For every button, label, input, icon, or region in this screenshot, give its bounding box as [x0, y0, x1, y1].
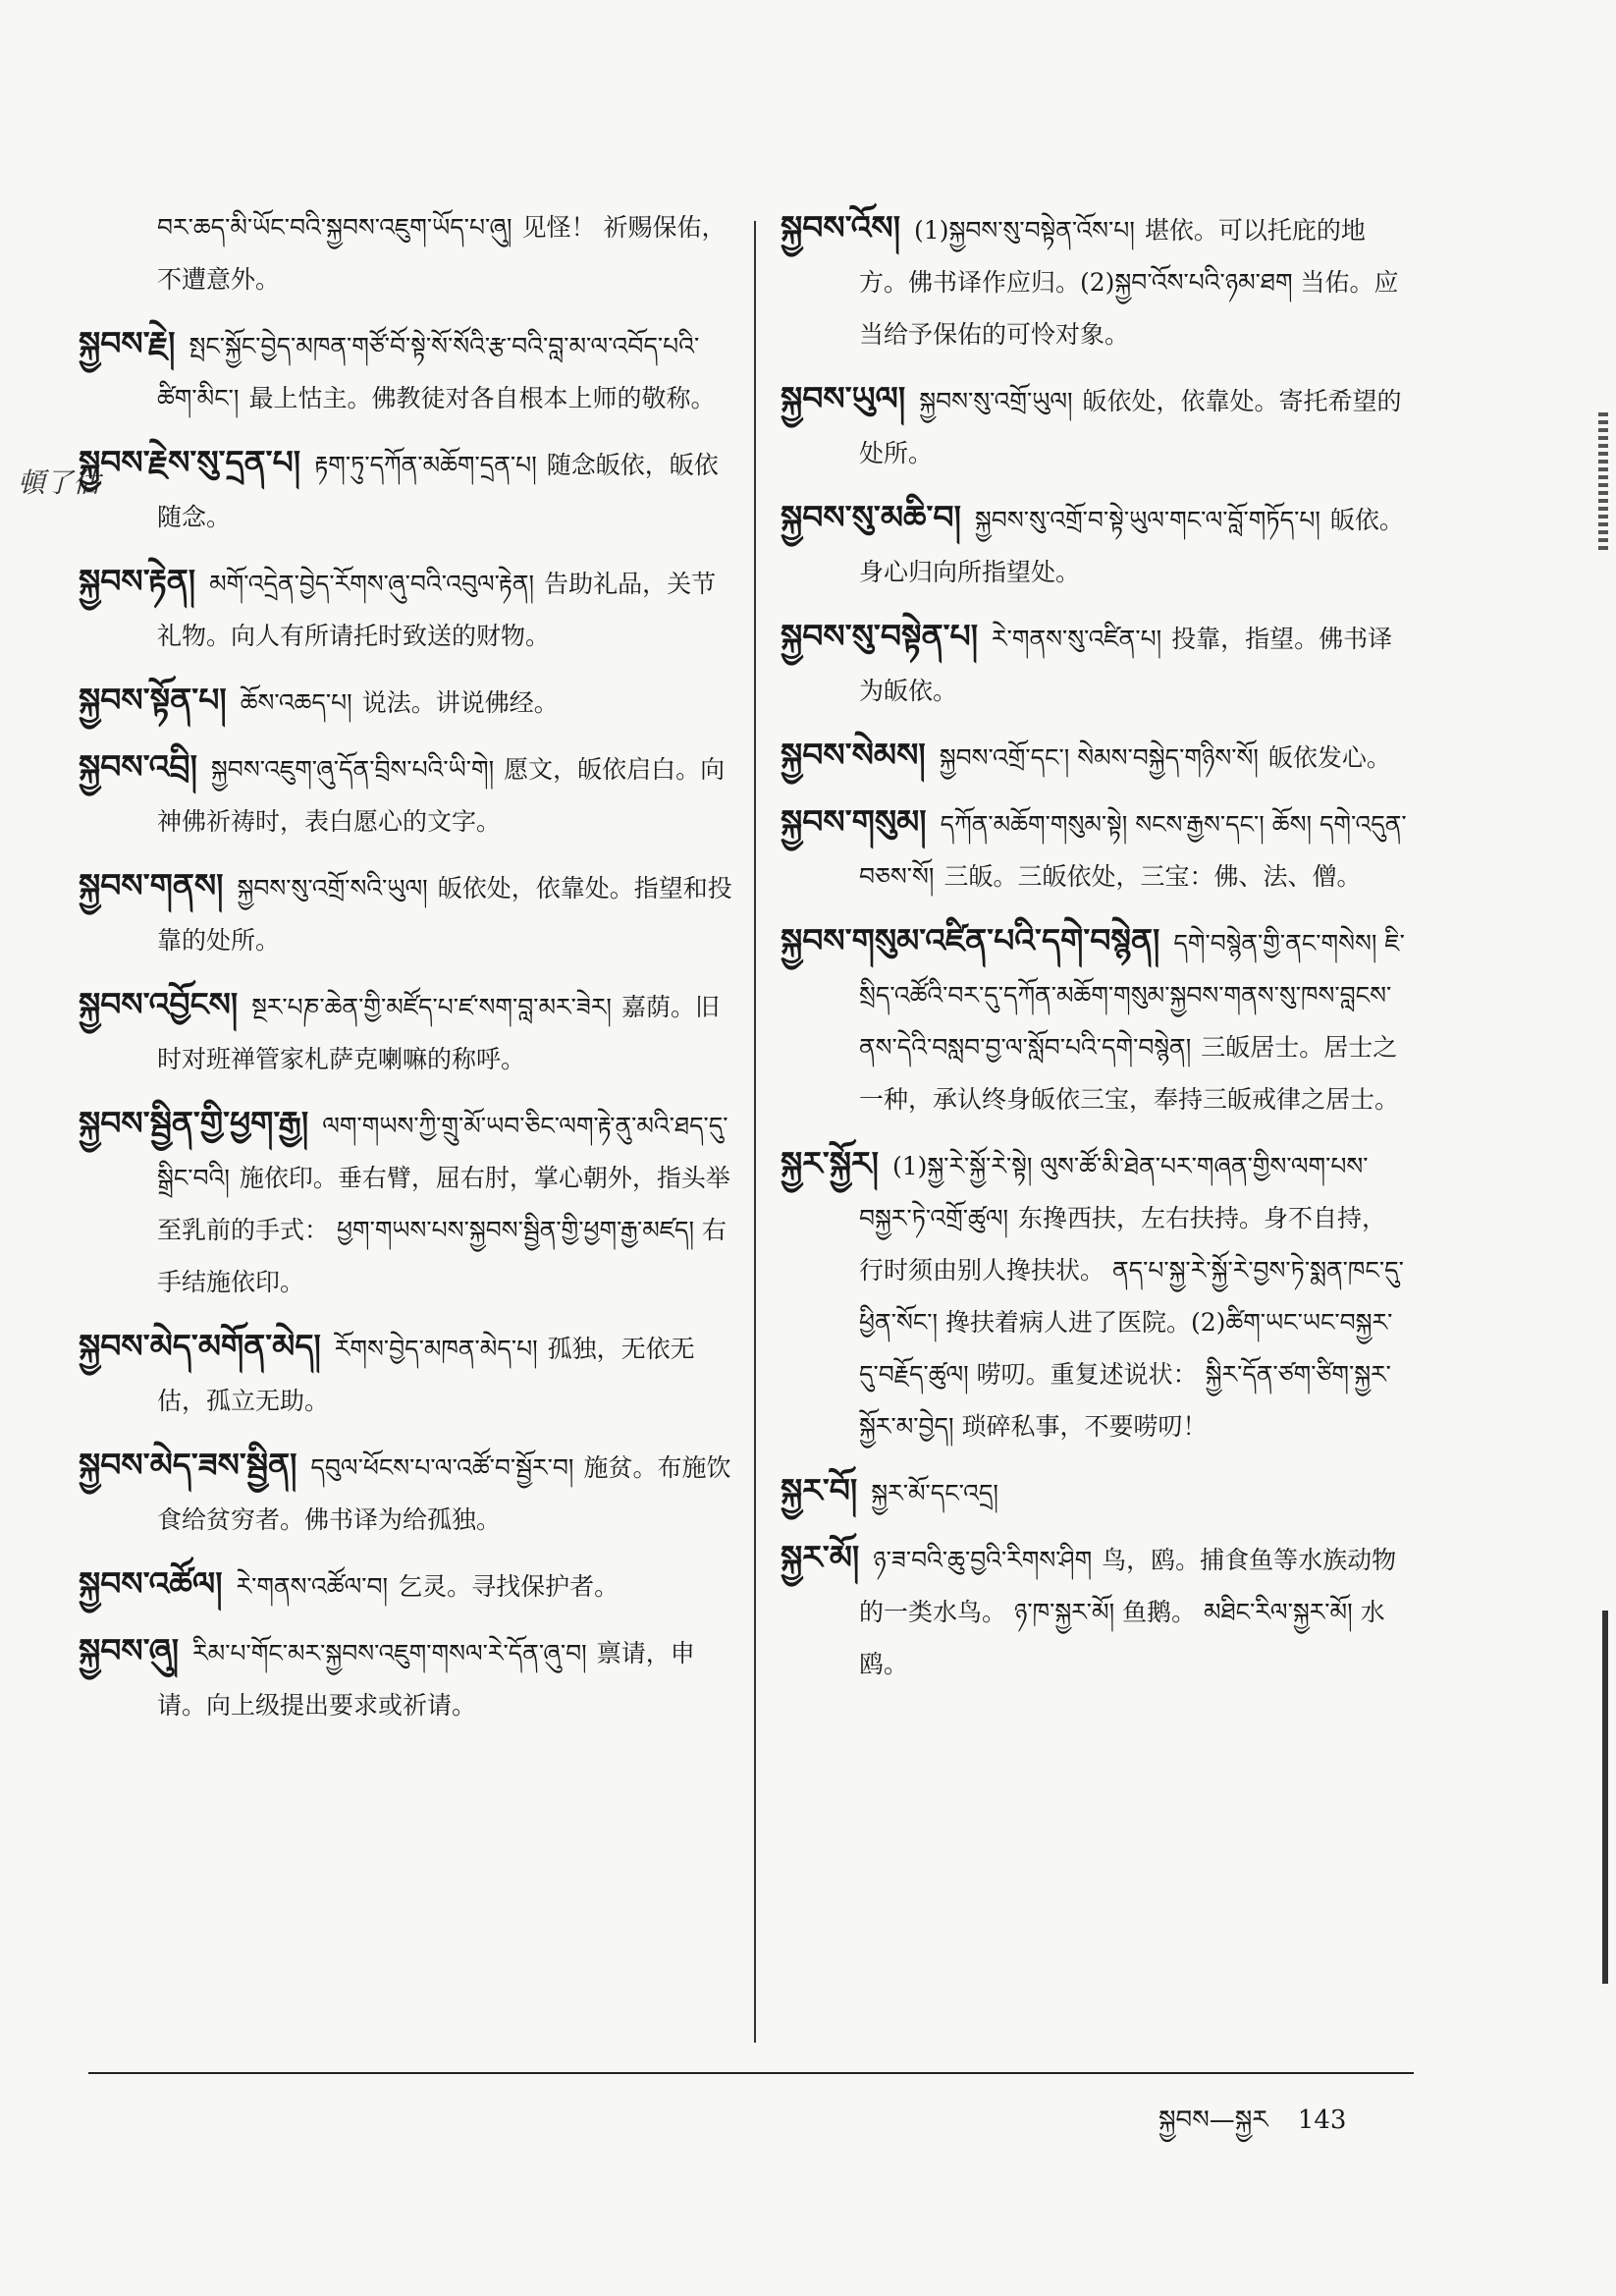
entry-chinese-definition: 鸟，鸥。捕食鱼等水族动物的一类水鸟。 ཉ་ཁ་སྐྱར་མོ། 鱼鹅。 མཐིང་རིལ་སྐྱར་མོ། 水鸥。	[859, 1546, 1397, 1678]
entry-chinese-definition: 东搀西扶，左右扶持。身不自持，行时须由别人搀扶状。 ནད་པ་སྐྱ་རེ་སྐྱོ་རེ་བྱས་ཏེ་སྨན་ཁང་དུ་ཕྱིན་སོང་། 搀扶着病人进了医院。(2)ཚིག་ཡང་ཡང་བསྐྱར་དུ་བརྗོད་ཚུལ། 唠叨。重复述说状： སྐྱིར་དོན་ཙག་ཙིག་སྐྱར་སྐྱོར་མ་བྱེད། 琐碎私事，不要唠叨！	[859, 1204, 1404, 1441]
entry-headword: སྐྱབས་འོས།	[781, 208, 901, 246]
dictionary-entry	[781, 1137, 1409, 1452]
entry-headword: སྐྱབས་མེད་མགོན་མེད།	[79, 1327, 321, 1365]
entry-headword: སྐྱར་སྐྱོར།	[781, 1144, 879, 1182]
dictionary-entry	[79, 978, 736, 1085]
footer	[1158, 2092, 1346, 2163]
entry-tibetan-definition: (1)སྐྱ་རེ་སྐྱོ་རེ་སྟེ། ལུས་ཚོ་མི་ཐེན་པར་གཞན་གྱིས་ལག་པས་བསྐྱར་ཏེ་འགྲོ་ཚུལ།	[859, 1152, 1369, 1232]
dictionary-entry	[781, 201, 1409, 360]
entry-chinese-definition: 三皈居士。居士之一种，承认终身皈依三宝，奉持三皈戒律之居士。	[859, 1033, 1400, 1114]
entry-headword: སྐྱབས་གསུམ་འཛིན་པའི་དགེ་བསྙེན།	[781, 921, 1160, 959]
entry-tibetan-definition: མགོ་འདྲེན་བྱེད་རོགས་ཞུ་བའི་འབུལ་རྟེན།	[209, 570, 535, 598]
dictionary-entry	[79, 859, 736, 966]
entry-tibetan-definition: སྐྱབས་འཇུག་ཞུ་དོན་བྲིས་པའི་ཡི་གེ།	[210, 755, 495, 784]
entry-headword: སྐྱབས་ཡུལ།	[781, 379, 906, 417]
entry-tibetan-definition: སྐྱབས་འགྲོ་དང་། སེམས་བསྐྱེད་གཉིས་སོ།	[939, 743, 1259, 772]
entry-tibetan-definition: སྤང་སྐྱོང་བྱེད་མཁན་གཙོ་བོ་སྟེ་སོ་སོའི་རྩ་བའི་བླ་མ་ལ་འབོད་པའི་ཚིག་མིང་།	[157, 332, 700, 412]
entry-chinese-definition: 施依印。垂右臂，屈右肘，掌心朝外，指头举至乳前的手式： ཕྱག་གཡས་པས་སྐྱབས་སྦྱིན་གྱི་ཕྱག་རྒྱ་མཛད། 右手结施依印。	[157, 1164, 730, 1296]
entry-chinese-definition: 见怪！ 祈赐保佑，不遭意外。	[157, 213, 727, 294]
entry-tibetan-definition: དགེ་བསྙེན་གྱི་ནང་གསེས། ཇི་སྲིད་འཚོའི་བར་དུ་དཀོན་མཆོག་གསུམ་སྐྱབས་གནས་སུ་ཁས་བླངས་ནས་དེའི་བསླབ་བྱ་ལ་སློབ་པའི་དགེ་བསྙེན།	[859, 929, 1405, 1062]
entry-tibetan-definition: སྔར་པཎ་ཆེན་གྱི་མཛོད་པ་ཛ་སག་བླ་མར་ཟེར།	[251, 993, 612, 1021]
entry-tibetan-definition: རིམ་པ་གོང་མར་སྐྱབས་འཇུག་གསལ་རེ་དོན་ཞུ་བ།	[192, 1639, 587, 1667]
entry-chinese-definition: 孤独，无依无估，孤立无助。	[157, 1335, 695, 1415]
dictionary-entry	[781, 795, 1409, 902]
dictionary-entry	[79, 674, 736, 729]
entry-tibetan-definition: ལག་གཡས་ཀྱི་གྲུ་མོ་ཡབ་ཅིང་ལག་རྟེ་ནུ་མའི་ཐད་དུ་སྒྲིང་བའི།	[157, 1112, 728, 1192]
entry-tibetan-definition: བར་ཆད་མི་ཡོང་བའི་སྐྱབས་འཇུག་ཡོད་པ་ཞུ།	[157, 213, 512, 242]
dictionary-entry	[79, 436, 736, 543]
dictionary-entry	[79, 1320, 736, 1427]
scan-edge-bar	[1602, 1611, 1608, 1984]
entry-headword: སྐྱབས་སུ་བསྟེན་པ།	[781, 617, 979, 655]
entry-tibetan-definition: རོགས་བྱེད་མཁན་མེད་པ།	[334, 1335, 538, 1363]
entry-tibetan-definition: སྐྱབས་སུ་འགྲོ་བ་སྟེ་ཡུལ་གང་ལ་བློ་གཏོད་པ།	[974, 506, 1320, 534]
entry-chinese-definition: 皈依。身心归向所指望处。	[859, 506, 1404, 586]
dictionary-entry	[781, 914, 1409, 1125]
entry-tibetan-definition: སྐྱབས་སུ་འགྲོ་ཡུལ།	[919, 387, 1073, 415]
dictionary-entry	[79, 1097, 736, 1308]
dictionary-entry	[781, 1531, 1409, 1690]
entry-headword: སྐྱབས་འཚོལ།	[79, 1564, 223, 1603]
dictionary-entry	[79, 1439, 736, 1546]
entry-chinese-definition: 皈依处，依靠处。寄托希望的处所。	[859, 387, 1402, 467]
entry-chinese-definition: 投靠，指望。佛书译为皈依。	[859, 625, 1393, 705]
entry-headword: སྐྱབས་ཞུ།	[79, 1631, 180, 1669]
entry-chinese-definition: 皈依发心。	[1267, 743, 1391, 772]
dictionary-entry	[79, 201, 736, 305]
dictionary-entry	[79, 740, 736, 847]
entry-chinese-definition: 嘉荫。旧时对班禅管家札萨克喇嘛的称呼。	[157, 993, 721, 1073]
dictionary-entry	[781, 1464, 1409, 1519]
entry-tibetan-definition: རེ་གནས་འཚོལ་བ།	[236, 1572, 389, 1601]
entry-chinese-definition: 堪依。可以托庇的地方。佛书译作应归。(2)སྐྱབ་འོས་པའི་ཉམ་ཐག 当佑。应当给予保佑的可怜对象。	[859, 216, 1399, 349]
entry-headword: སྐྱབས་འབྱོངས།	[79, 985, 239, 1023]
entry-chinese-definition: 最上怙主。佛教徒对各自根本上师的敬称。	[248, 384, 716, 412]
column-divider	[754, 221, 756, 2043]
handwritten-margin-note: 頓了估	[18, 466, 101, 499]
dictionary-entry	[781, 491, 1409, 598]
entry-tibetan-definition: རྟག་ཏུ་དཀོན་མཆོག་དྲན་པ།	[314, 451, 537, 479]
dictionary-entry	[781, 372, 1409, 479]
page-number: 143	[1297, 2105, 1347, 2135]
entry-chinese-definition: 禀请，申请。向上级提出要求或祈请。	[157, 1639, 695, 1720]
entry-tibetan-definition: དཀོན་མཆོག་གསུམ་སྟེ། སངས་རྒྱས་དང་། ཆོས། དགེ་འདུན་བཅས་སོ།	[859, 810, 1407, 891]
right-column	[781, 201, 1409, 1702]
entry-tibetan-definition: སྐྱར་མོ་དང་འདྲ།	[871, 1479, 998, 1507]
left-column	[79, 201, 736, 1743]
entry-headword: སྐྱབས་གསུམ།	[781, 802, 927, 841]
dictionary-entry	[79, 1624, 736, 1731]
entry-headword: སྐྱབས་སྦྱིན་གྱི་ཕྱག་རྒྱ།	[79, 1104, 309, 1142]
entry-headword: སྐྱབས་སུ་མཆི་བ།	[781, 498, 961, 536]
entry-headword: སྐྱབས་རྟེན།	[79, 562, 196, 600]
scan-edge-mark	[1598, 412, 1608, 550]
entry-headword: སྐྱབས་སྟོན་པ།	[79, 681, 227, 719]
entry-headword: སྐྱར་བོ།	[781, 1471, 858, 1509]
entry-tibetan-definition: སྐྱབས་སུ་འགྲོ་སའི་ཡུལ།	[237, 874, 428, 902]
entry-tibetan-definition: ཆོས་འཆད་པ།	[240, 688, 352, 717]
entry-chinese-definition: 乞灵。寻找保护者。	[398, 1572, 619, 1601]
entry-chinese-definition: 三皈。三皈依处，三宝：佛、法、僧。	[943, 862, 1362, 891]
dictionary-entry	[781, 610, 1409, 717]
entry-tibetan-definition: དབུལ་ཕོངས་པ་ལ་འཚོ་བ་སྦྱོར་བ།	[310, 1453, 574, 1482]
dictionary-entry	[79, 555, 736, 662]
entry-chinese-definition: 说法。讲说佛经。	[361, 688, 559, 717]
entry-headword: སྐྱབས་རྗེ།	[79, 324, 176, 362]
entry-chinese-definition: 随念皈依，皈依随念。	[157, 451, 719, 531]
entry-chinese-definition: 告助礼品，关节礼物。向人有所请托时致送的财物。	[157, 570, 717, 650]
entry-headword: སྐྱབས་སེམས།	[781, 736, 926, 774]
entry-headword: སྐྱབས་གནས།	[79, 866, 224, 904]
entry-headword: སྐྱབས་རྗེས་སུ་དྲན་པ།	[79, 443, 301, 481]
entry-headword: སྐྱར་མོ།	[781, 1538, 860, 1576]
dictionary-entry	[79, 1558, 736, 1613]
entry-tibetan-definition: རེ་གནས་སུ་འཛིན་པ།	[992, 625, 1162, 653]
footer-rule	[88, 2072, 1414, 2074]
entry-tibetan-definition: ཉ་ཟ་བའི་ཆུ་བྱའི་རིགས་ཤིག	[873, 1546, 1093, 1574]
entry-tibetan-definition: (1)སྐྱབས་སུ་བསྟེན་འོས་པ།	[914, 216, 1135, 245]
dictionary-entry	[781, 729, 1409, 784]
dictionary-entry	[79, 317, 736, 424]
entry-chinese-definition: 施贫。布施饮食给贫穷者。佛书译为给孤独。	[157, 1453, 731, 1534]
entry-headword: སྐྱབས་མེད་ཟས་སྦྱིན།	[79, 1446, 297, 1484]
entry-chinese-definition: 皈依处，依靠处。指望和投靠的处所。	[157, 874, 732, 955]
entry-headword: སྐྱབས་འབྲི།	[79, 747, 197, 786]
running-head: སྐྱབས—སྐྱར	[1158, 2105, 1268, 2135]
entry-chinese-definition: 愿文，皈依启白。向神佛祈祷时，表白愿心的文字。	[157, 755, 726, 836]
